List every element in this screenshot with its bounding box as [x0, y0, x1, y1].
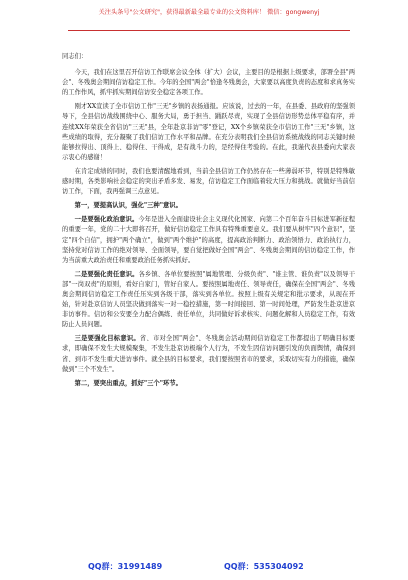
paragraph-responsibility: [62, 270, 355, 331]
point-text: 省、市对全国"两会"、冬残奥会活动期间信访稳定工作都提出了明确目标要求，即确保不发生大规模聚集，不发生赴京访极端个人行为，不发生因信访问题引发的负面舆情，确保到省、到市不发生重大进访事件。就全县的目标要求，我们要按照省市的要求，采取切实有力的措施，确保做到"三个不发生"。: [62, 335, 355, 373]
point-lead: 二是要强化责任意识。: [74, 270, 139, 278]
point-text: 今年是进入全面建设社会主义现代化国家、向第二个百年奋斗目标进军新征程的重要一年，党的二十大即将召开，做好信访稳定工作具有特殊重要意义。我们要从树牢"四个意识"，坚定"四个自信"，拥护"两个确立"，做到"两个维护"的高度，提高政治判断力、政治领悟力、政治执行力，坚持党对信访工作的绝对领导、全面领导，要自觉把做好全国"两会"、冬残奥会期间的信访稳定工作，作为当前重大政治责任和重要政治任务抓实抓好。: [62, 216, 356, 264]
point-lead: 三是要强化目标意识。: [74, 335, 140, 343]
paragraph-problems: 在肯定成绩的同时，我们也要清醒地看到，当前全县信访工作仍然存在一些薄弱环节，特别是特殊敏感时期，各类影响社会稳定的突出矛盾多发、易发，信访稳定工作面临着较大压力和挑战。就做好当前信访工作，下面，我再强调三点意见。: [62, 167, 355, 196]
paragraph-political-awareness: [62, 215, 355, 265]
footer: [0, 560, 408, 574]
section-heading-1: 第一，要提高认识，强化"三种"意识。: [74, 202, 182, 210]
point-lead: 一是要强化政治意识。: [74, 216, 139, 224]
document-body: [62, 52, 355, 393]
qq-group-1: QQ群：31991489: [88, 562, 163, 571]
salutation: 同志们：: [62, 53, 88, 60]
paragraph-goal-awareness: [62, 334, 355, 374]
qq-group-2: QQ群：535304092: [224, 562, 304, 571]
promo-banner: [68, 8, 350, 31]
section-heading-2: 第二，要突出重点，抓好"三个"环节。: [74, 379, 182, 387]
point-text: 各乡镇、各单位要按照"属地管理、分级负责"、"谁主管、谁负责"以及领导干部"一岗双责"的原则，看好自家门，管好自家人。要按照属地责任、领导责任，确保在全国"两会"、冬残奥会期间信访稳定工作责任压实到各级干部，落实到各单位。按照上级有关规定和批示要求，从现在开始，针对赴京信访人员坚决做到落实一对一稳控措施，第一时间接回、第一时间处理，严防发生赴京进京非访事件。信访和公安要全力配合偶练、责任单位，共同做好诉求核实、问题化解和人员稳定工作，有效防止人员问题。: [62, 270, 355, 329]
paragraph-achievements: 刚才XX宣读了全市信访工作"三无"乡镇的表扬通报。应该说，过去的一年，在县委、县政府的坚强领导下，全县信访战线围绕中心、服务大局，勇于担当、踊跃尽责，实现了全县信访形势总体平稳有序，并连续XX年荣获全省信访"三无"县，全年赴京非访"零"登记，XX个乡镇荣获全市信访工作"三无"乡镇，这些成绩的取得，充分凝聚了我们信访工作水平和品牌。在充分表明我们全县信访系统战线的同志关键时候能够拉得出、顶得上、稳得住、干得成，是有战斗力的，是经得住考验的。在此，我谨代表县委向大家表示衷心的感谢！: [62, 103, 355, 161]
promo-banner-line: 关注头条号"公文研究"，获得最新最全最专业的公文资料库！ 微信：gongwenyj: [98, 9, 320, 16]
paragraph-opening: 今天，我们在这里召开信访工作联席会议全体（扩大）会议，主要目的是根据上级要求，部署全县"两会"、冬残奥会期间信访稳定工作。今年的全国"两会"恰逢冬残奥会，大家要以高度负责的态度和求真务实的工作作风，抓牢抓实期间信访安全稳定各项工作。: [62, 69, 355, 97]
